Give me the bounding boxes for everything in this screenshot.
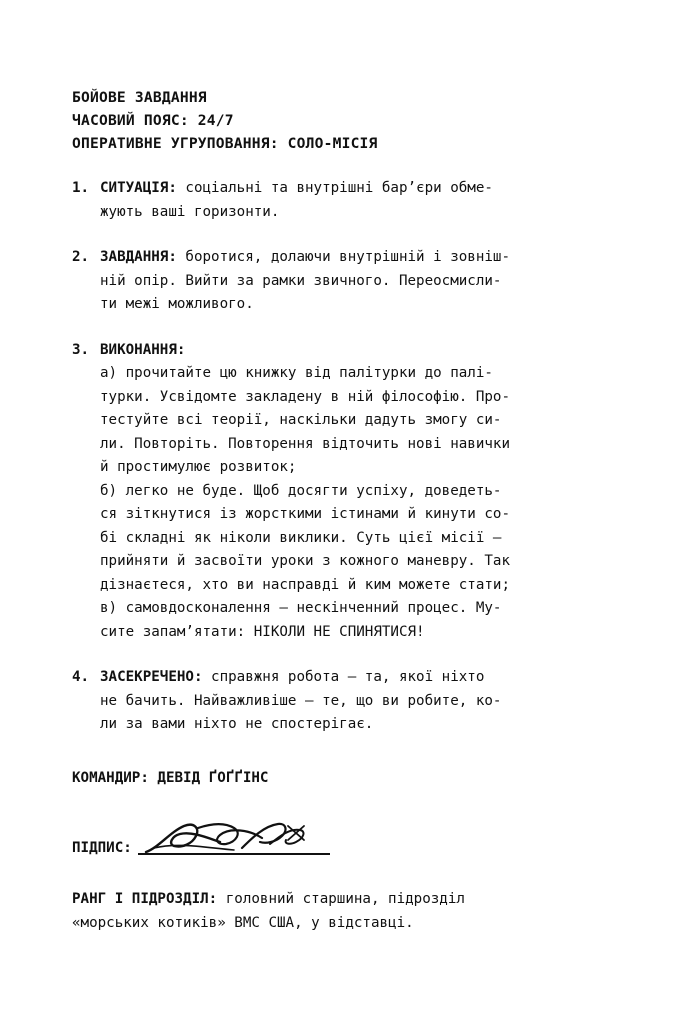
sub-a-line-1: а) прочитайте цю книжку від палітурки до палі- bbox=[100, 365, 493, 381]
document-title: БОЙОВЕ ЗАВДАННЯ bbox=[72, 89, 207, 106]
operational-group-line: ОПЕРАТИВНЕ УГРУПОВАННЯ: СОЛО-МІСІЯ bbox=[72, 135, 378, 152]
section-3-label-line bbox=[100, 339, 610, 363]
section-1-label: СИТУАЦІЯ: bbox=[100, 180, 177, 196]
section-task bbox=[72, 246, 610, 317]
sub-a-line-4: ли. Повторіть. Повторення відточить нові навички bbox=[100, 435, 510, 452]
section-2-text-1: боротися, долаючи внутрішній і зовніш- bbox=[176, 249, 510, 265]
section-4-text-2: не бачить. Найважливіше — те, що ви робите, ко- bbox=[100, 692, 502, 709]
handwritten-signature-icon bbox=[138, 818, 338, 858]
section-1-text-2: жують ваші горизонти. bbox=[100, 203, 280, 220]
section-classified bbox=[72, 666, 610, 737]
section-3-sub-v bbox=[100, 597, 610, 644]
section-4-label: ЗАСЕКРЕЧЕНО: bbox=[100, 669, 203, 685]
section-4-text-3: ли за вами ніхто не спостерігає. bbox=[100, 716, 374, 732]
sub-b-line-3: бі складні як ніколи виклики. Суть цієї місії — bbox=[100, 529, 502, 546]
mission-header bbox=[72, 86, 610, 155]
section-1-text-1: соціальні та внутрішні бар’єри обме- bbox=[176, 180, 493, 196]
section-execution bbox=[72, 339, 610, 645]
section-4-first-line bbox=[100, 666, 610, 690]
sub-a-line-3: тестуйте всі теорії, наскільки дадуть змогу си- bbox=[100, 412, 502, 428]
section-2-text-2: ній опір. Вийти за рамки звичного. Переосмисли- bbox=[100, 272, 502, 289]
sub-a-line-2: турки. Усвідомте закладену в ній філософію. Про- bbox=[100, 388, 510, 405]
sub-b-line-2: ся зіткнутися із жорсткими істинами й кинути со- bbox=[100, 506, 510, 522]
section-number-4: 4. bbox=[72, 669, 90, 685]
section-2-text-3: ти межі можливого. bbox=[100, 296, 254, 312]
signature-label: ПІДПИС: bbox=[72, 840, 132, 856]
signature-row bbox=[72, 818, 610, 858]
rank-label: РАНГ І ПІДРОЗДІЛ: bbox=[72, 891, 218, 907]
commander-name: ДЕВІД ҐОҐҐІНС bbox=[157, 769, 269, 786]
section-number-2: 2. bbox=[72, 249, 90, 265]
section-number-1: 1. bbox=[72, 180, 90, 196]
sub-a-line-5: й простимулює розвиток; bbox=[100, 459, 297, 475]
section-3-label: ВИКОНАННЯ: bbox=[100, 341, 186, 358]
sub-b-line-4: прийняти й засвоїти уроки з кожного маневру. Так bbox=[100, 553, 510, 569]
commander-label: КОМАНДИР: bbox=[72, 769, 158, 786]
section-2-first-line bbox=[100, 246, 610, 270]
rank-and-unit bbox=[72, 888, 610, 935]
timezone-line: ЧАСОВИЙ ПОЯС: 24/7 bbox=[72, 112, 234, 129]
section-2-label: ЗАВДАННЯ: bbox=[100, 249, 177, 265]
sub-v-line-1: в) самовдосконалення — нескінченний процес. Му- bbox=[100, 600, 502, 616]
section-situation bbox=[72, 177, 610, 224]
sub-b-line-1: б) легко не буде. Щоб досягти успіху, доведеть- bbox=[100, 482, 502, 499]
sub-b-line-5: дізнаєтеся, хто ви насправді й ким можете стати; bbox=[100, 576, 510, 593]
rank-text-1: головний старшина, підрозділ bbox=[217, 891, 465, 907]
rank-text-2: «морських котиків» ВМС США, у відставці. bbox=[72, 914, 414, 931]
sub-v-line-2: сите запам’ятати: НІКОЛИ НЕ СПИНЯТИСЯ! bbox=[100, 623, 425, 640]
section-number-3: 3. bbox=[72, 341, 90, 358]
section-1-first-line bbox=[100, 177, 610, 201]
rank-first-line bbox=[72, 888, 610, 912]
commander-line bbox=[72, 767, 610, 791]
section-4-text-1: справжня робота — та, якої ніхто bbox=[202, 669, 485, 685]
section-3-sub-b bbox=[100, 480, 610, 598]
section-3-sub-a bbox=[100, 362, 610, 480]
